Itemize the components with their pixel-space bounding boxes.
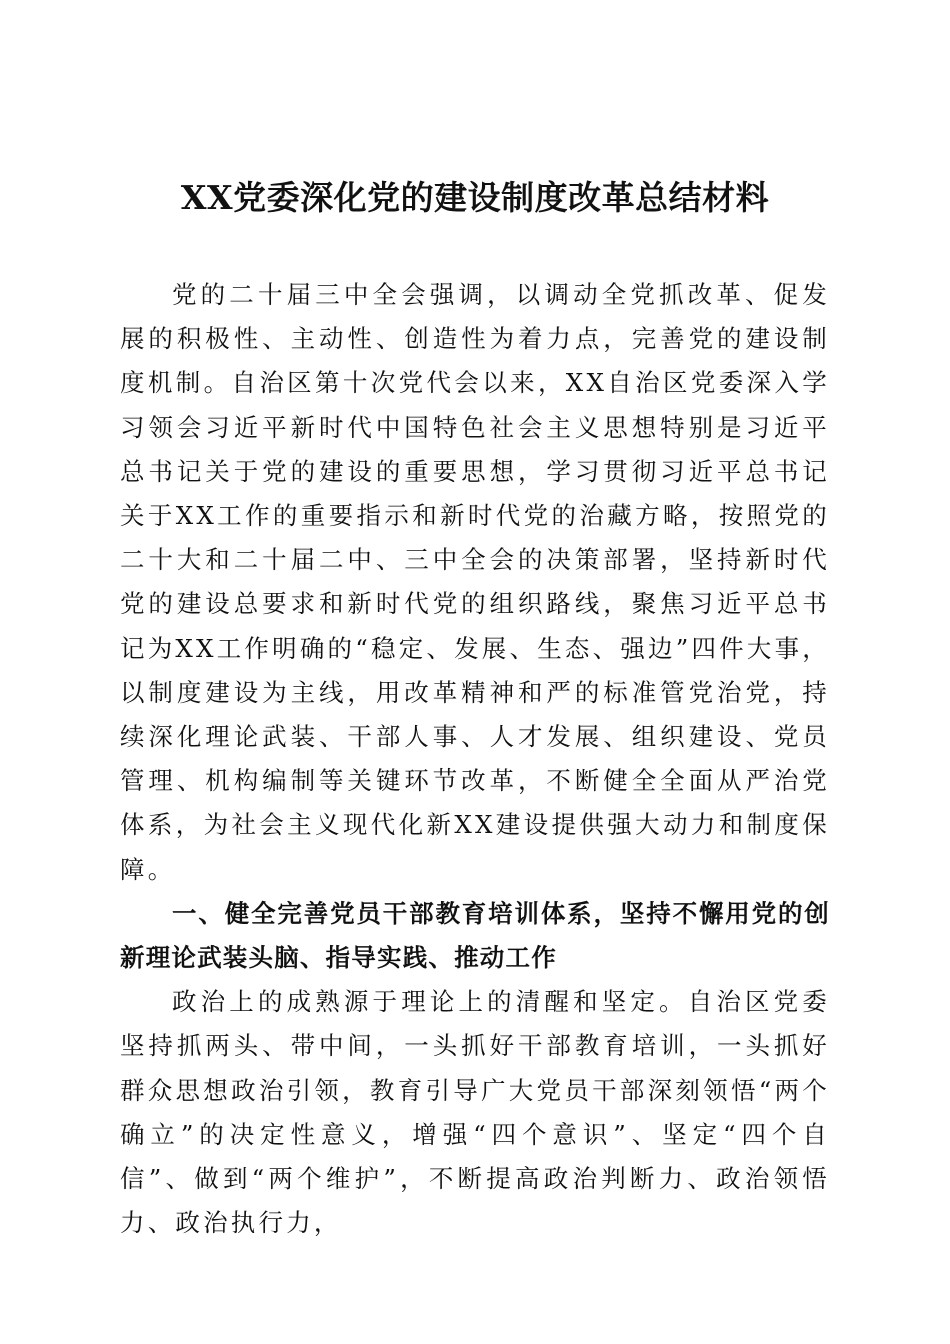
- document-body: [120, 273, 830, 1245]
- section-heading: 一、健全完善党员干部教育培训体系，坚持不懈用党的创新理论武装头脑、指导实践、推动工作: [120, 898, 830, 973]
- intro-paragraph: 党的二十届三中全会强调，以调动全党抓改革、促发展的积极性、主动性、创造性为着力点，完善党的建设制度机制。自治区第十次党代会以来，XX自治区党委深入学习领会习近平新时代中国特色社会主义思想特别是习近平总书记关于党的建设的重要思想，学习贯彻习近平总书记关于XX工作的重要指示和新时代党的治藏方略，按照党的二十大和二十届二中、三中全会的决策部署，坚持新时代党的建设总要求和新时代党的组织路线，聚焦习近平总书记为XX工作明确的“稳定、发展、生态、强边”四件大事，以制度建设为主线，用改革精神和严的标准管党治党，持续深化理论武装、干部人事、人才发展、组织建设、党员管理、机构编制等关键环节改革，不断健全全面从严治党体系，为社会主义现代化新XX建设提供强大动力和制度保障。: [120, 280, 830, 884]
- section-paragraph: 政治上的成熟源于理论上的清醒和坚定。自治区党委坚持抓两头、带中间，一头抓好干部教育培训，一头抓好群众思想政治引领，教育引导广大党员干部深刻领悟“两个确立”的决定性意义，增强“四个意识”、坚定“四个自信”、做到“两个维护”，不断提高政治判断力、政治领悟力、政治执行力，: [120, 987, 830, 1238]
- document-title: XX党委深化党的建设制度改革总结材料: [180, 178, 770, 217]
